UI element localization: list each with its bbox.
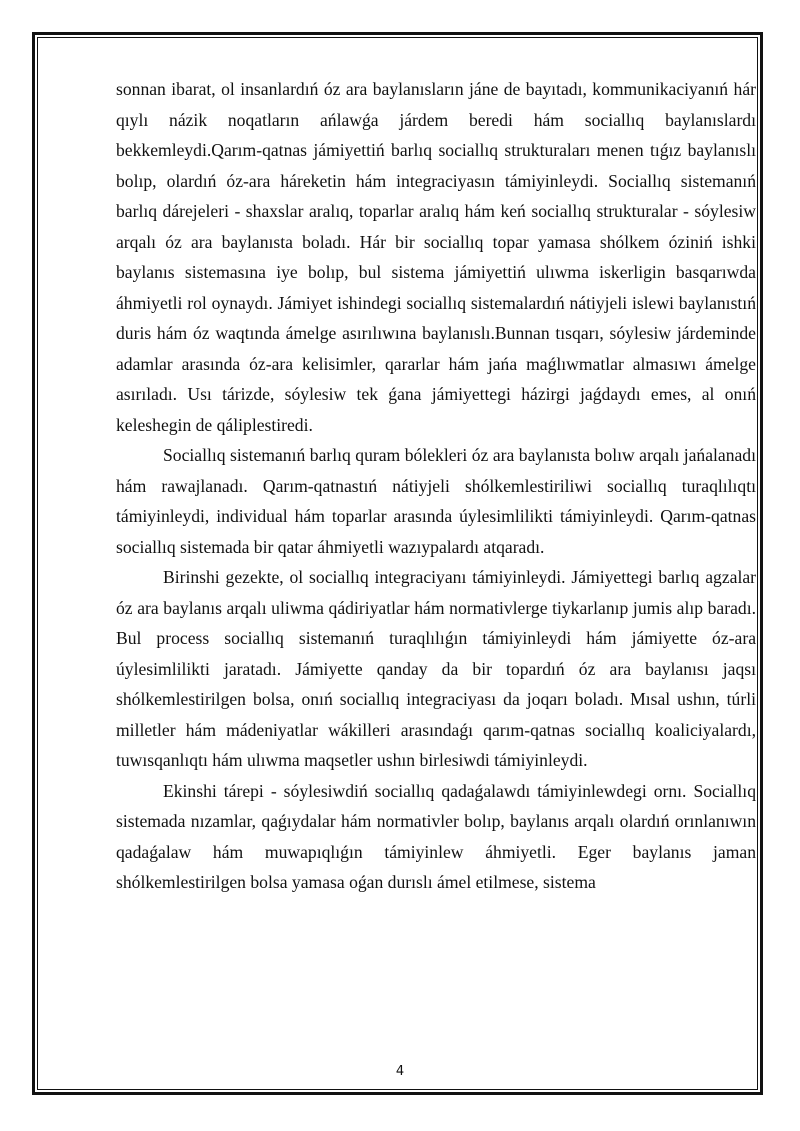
paragraph-1: sonnan ibarat, ol insanlardıń óz ara baylanısların jáne de bayıtadı, kommunikaciyanıń hár qıylı názik noqatların ańlawǵa járdem beredi hám sociallıq baylanıslardı bekkemleydi.Qarım-qatnas jámiyettiń barlıq sociallıq strukturaları menen tıǵız baylanıslı bolıp, olardıń óz-ara háreketin hám integraciyasın támiyinleydi. Sociallıq sistemanıń barlıq dárejeleri - shaxslar aralıq, toparlar aralıq hám keń sociallıq strukturalar - sóylesiw arqalı óz ara baylanısta boladı. Hár bir sociallıq topar yamasa shólkem óziniń ishki baylanıs sistemasına iye bolıp, bul sistema jámiyettiń ulıwma iskerligin basqarıwda áhmiyetli rol oynaydı. Jámiyet ishindegi sociallıq sistemalardıń nátiyjeli islewi baylanıstıń duris hám óz waqtında ámelge asırılıwına baylanıslı.Bunnan tısqarı, sóylesiw járdeminde adamlar arasında óz-ara kelisimler, qararlar hám jańa maǵlıwmatlar almasıwı ámelge asırıladı. Usı tárizde, sóylesiw tek ǵana jámiyettegi házirgi jaǵdaydı emes, al onıń keleshegin de qáliplestiredi. bbox=[116, 79, 756, 435]
document-body bbox=[116, 74, 756, 898]
paragraph-3: Birinshi gezekte, ol sociallıq integraciyanı támiyinleydi. Jámiyettegi barlıq agzalar óz ara baylanıs arqalı uliwma qádiriyatlar hám normativlerge tiykarlanıp jumis alıp baradı. Bul process sociallıq sistemanıń turaqlılıǵın támiyinleydi hám jámiyette óz-ara úylesimlilikti jaratadı. Jámiyette qanday da bir topardıń óz ara baylanısı jaqsı shólkemlestirilgen bolsa, onıń sociallıq integraciyası da joqarı boladı. Mısal ushın, túrli milletler hám mádeniyatlar wákilleri arasındaǵı qarım-qatnas sociallıq koaliciyalardı, tuwısqanlıqtı hám ulıwma maqsetler ushın birlesiwdi támiyinleydi. bbox=[116, 567, 756, 770]
page-number: 4 bbox=[395, 1064, 405, 1079]
paragraph-4: Ekinshi tárepi - sóylesiwdiń sociallıq qadaǵalawdı támiyinlewdegi ornı. Sociallıq sistemada nızamlar, qaǵıydalar hám normativler bolıp, baylanıs arqalı olardıń orınlanıwın qadaǵalaw hám muwapıqlıǵın támiyinlew áhmiyetli. Eger baylanıs jaman shólkemlestirilgen bolsa yamasa oǵan durıslı ámel etilmese, sistema bbox=[116, 780, 756, 892]
paragraph-2: Sociallıq sistemanıń barlıq quram bólekleri óz ara baylanısta bolıw arqalı jańalanadı hám rawajlanadı. Qarım-qatnastıń nátiyjeli shólkemlestiriliwi sociallıq turaqlılıqtı támiyinleydi, individual hám toparlar arasında úylesimlilikti támiyinleydi. Qarım-qatnas sociallıq sistemada bir qatar áhmiyetli wazıypalardı atqaradı. bbox=[116, 445, 756, 557]
